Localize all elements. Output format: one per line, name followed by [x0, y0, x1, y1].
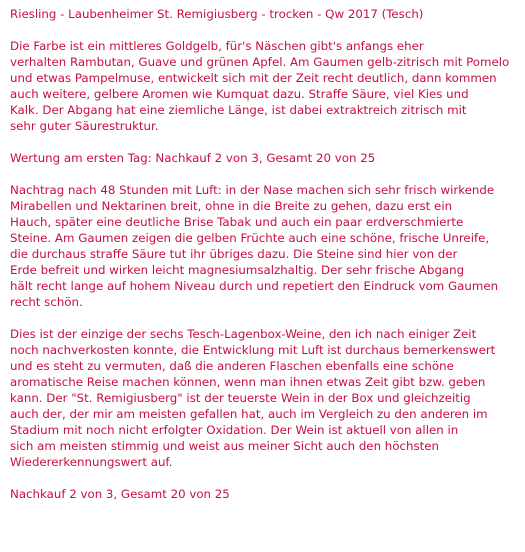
text-line: und etwas Pampelmuse, entwickelt sich mit der Zeit recht deutlich, dann kommen [10, 71, 497, 85]
text-line: recht schön. [10, 295, 83, 309]
text-line: Steine. Am Gaumen zeigen die gelben Früchte auch eine schöne, frische Unreife, [10, 231, 490, 245]
title-line: Riesling - Laubenheimer St. Remigiusberg - trocken - Qw 2017 (Tesch) [10, 7, 424, 21]
text-line: Hauch, später eine deutliche Brise Tabak und auch ein paar erdverschmierte [10, 215, 464, 229]
paragraph-final-rating [10, 486, 517, 502]
paragraph-48-hours-note [10, 182, 517, 310]
text-line: auch der, der mir am meisten gefallen hat, auch im Vergleich zu den anderen im [10, 407, 488, 421]
text-line: Kalk. Der Abgang hat eine ziemliche Länge, ist dabei extraktreich zitrisch mit [10, 103, 467, 117]
text-line: auch weitere, gelbere Aromen wie Kumquat dazu. Straffe Säure, viel Kies und [10, 87, 469, 101]
rating-line: Nachkauf 2 von 3, Gesamt 20 von 25 [10, 487, 230, 501]
paragraph-first-day-rating [10, 150, 517, 166]
paragraph-conclusion [10, 326, 517, 470]
text-line: hält recht lange auf hohem Niveau durch und repetiert den Eindruck vom Gaumen [10, 279, 499, 293]
text-line: aromatische Reise machen können, wenn man ihnen etwas Zeit gibt bzw. geben [10, 375, 486, 389]
rating-line: Wertung am ersten Tag: Nachkauf 2 von 3, Gesamt 20 von 25 [10, 151, 376, 165]
text-line: Dies ist der einzige der sechs Tesch-Lagenbox-Weine, den ich nach einiger Zeit [10, 327, 477, 341]
text-line: Mirabellen und Nektarinen breit, ohne in die Breite zu gehen, dazu erst ein [10, 199, 453, 213]
text-line: sich am meisten stimmig und weist aus meiner Sicht auch den höchsten [10, 439, 439, 453]
page-title [10, 6, 517, 22]
text-line: die durchaus straffe Säure tut ihr übriges dazu. Die Steine sind hier von der [10, 247, 458, 261]
paragraph-first-impression [10, 38, 517, 134]
text-line: Wiedererkennungswert auf. [10, 455, 173, 469]
text-line: sehr guter Säurestruktur. [10, 119, 159, 133]
text-line: Nachtrag nach 48 Stunden mit Luft: in der Nase machen sich sehr frisch wirkende [10, 183, 495, 197]
text-line: verhalten Rambutan, Guave und grünen Apfel. Am Gaumen gelb-zitrisch mit Pomelo [10, 55, 510, 69]
text-line: Erde befreit und wirken leicht magnesiumsalzhaltig. Der sehr frische Abgang [10, 263, 465, 277]
text-line: Die Farbe ist ein mittleres Goldgelb, für's Näschen gibt's anfangs eher [10, 39, 424, 53]
text-line: noch nachverkosten konnte, die Entwicklung mit Luft ist durchaus bemerkenswert [10, 343, 496, 357]
text-line: kann. Der "St. Remigiusberg" ist der teuerste Wein in der Box und gleichzeitig [10, 391, 471, 405]
text-line: und es steht zu vermuten, daß die anderen Flaschen ebenfalls eine schöne [10, 359, 454, 373]
text-line: Stadium mit noch nicht erfolgter Oxidation. Der Wein ist aktuell von allen in [10, 423, 459, 437]
